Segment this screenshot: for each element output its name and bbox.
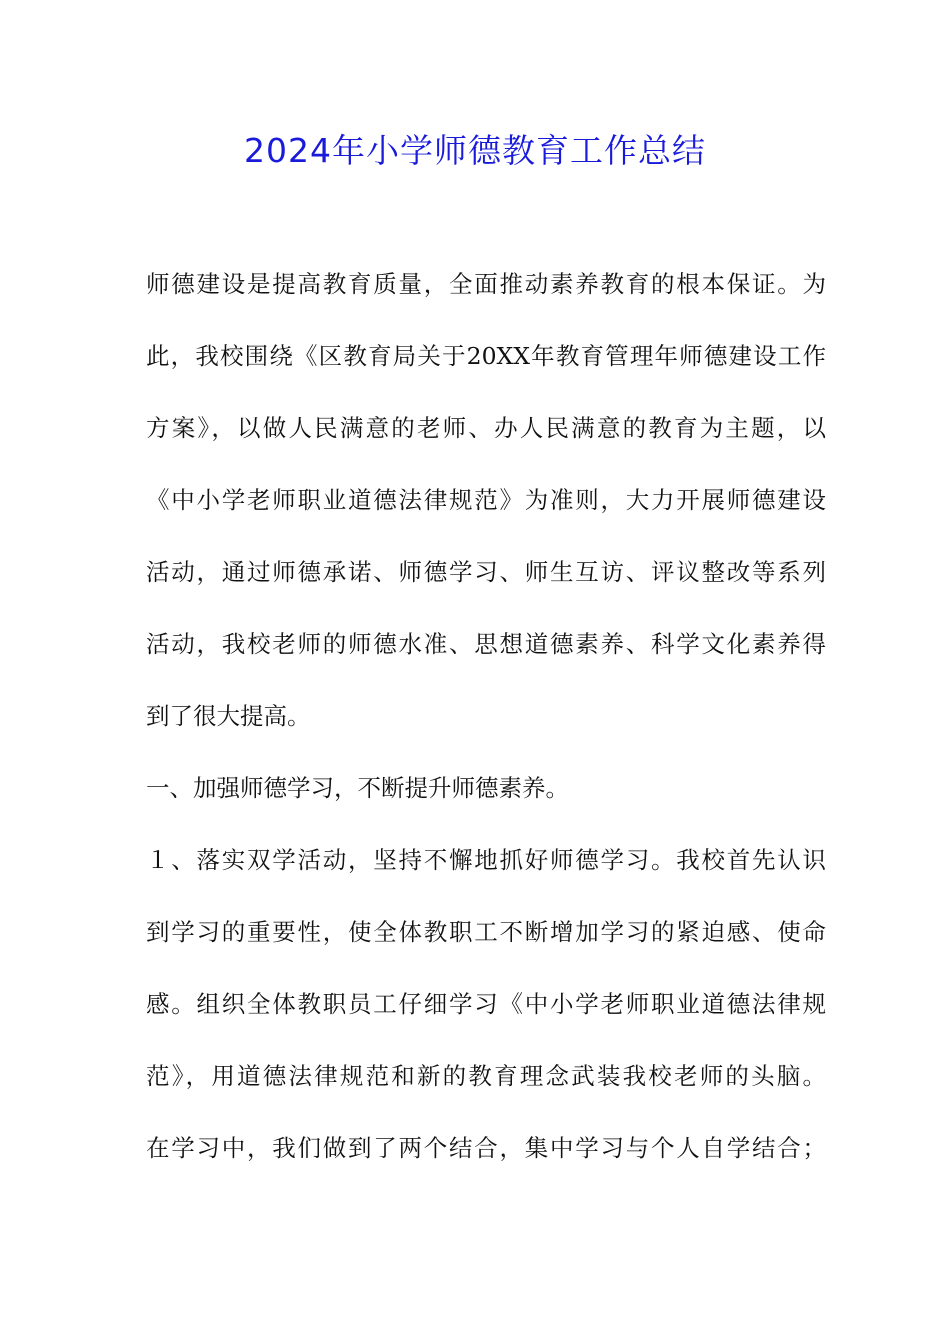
paragraph-line: 活动，通过师德承诺、师德学习、师生互访、评议整改等系列 — [146, 558, 826, 586]
section-heading: 一、加强师德学习，不断提升师德素养。 — [146, 774, 569, 802]
paragraph-line: 活动，我校老师的师德水准、思想道德素养、科学文化素养得 — [146, 630, 826, 658]
paragraph-line: 《中小学老师职业道德法律规范》为准则，大力开展师德建设 — [146, 486, 826, 514]
paragraph-line: 此，我校围绕《区教育局关于20XX年教育管理年师德建设工作 — [146, 342, 826, 370]
paragraph-line: １、落实双学活动，坚持不懈地抓好师德学习。我校首先认识 — [146, 846, 826, 874]
paragraph-line: 方案》，以做人民满意的老师、办人民满意的教育为主题，以 — [146, 414, 826, 442]
paragraph-line: 到了很大提高。 — [146, 702, 311, 730]
paragraph-line: 师德建设是提高教育质量，全面推动素养教育的根本保证。为 — [146, 270, 826, 298]
paragraph-line: 在学习中，我们做到了两个结合，集中学习与个人自学结合； — [146, 1134, 826, 1162]
document-title: 2024年小学师德教育工作总结 — [244, 131, 706, 170]
document-body — [146, 262, 826, 1198]
paragraph-line: 感。组织全体教职员工仔细学习《中小学老师职业道德法律规 — [146, 990, 826, 1018]
paragraph-line: 范》，用道德法律规范和新的教育理念武装我校老师的头脑。 — [146, 1062, 826, 1090]
paragraph-line: 到学习的重要性，使全体教职工不断增加学习的紧迫感、使命 — [146, 918, 826, 946]
